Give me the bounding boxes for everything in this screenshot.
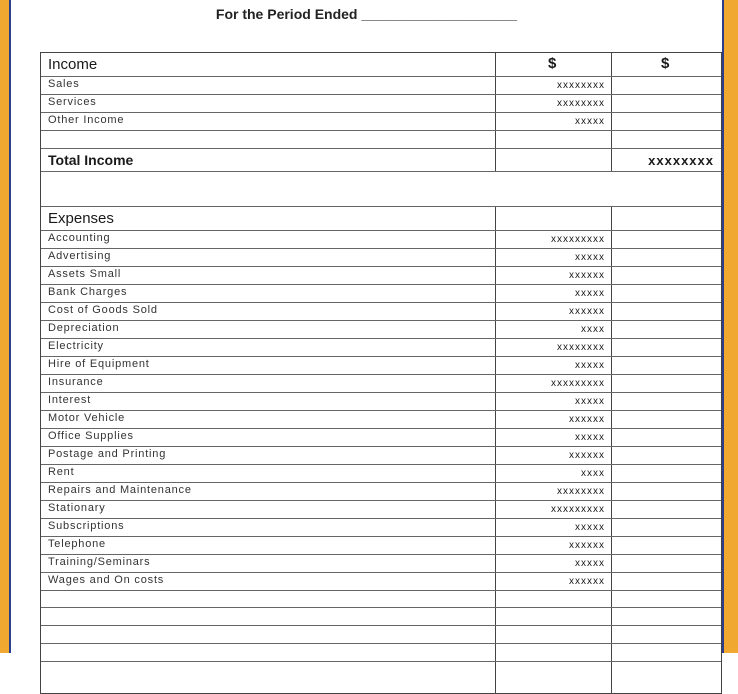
expense-item-label: Insurance — [48, 376, 104, 388]
page-border-left — [0, 0, 9, 653]
total-income-label: Total Income — [48, 152, 134, 168]
income-spacer-row — [41, 130, 721, 149]
statement-page — [11, 0, 722, 653]
total-income-row — [41, 149, 721, 172]
expense-item-row — [41, 555, 721, 573]
expense-item-row — [41, 231, 721, 249]
expense-item-amount: xxxxxx — [569, 576, 605, 587]
expense-item-label: Rent — [48, 466, 75, 478]
expense-item-row — [41, 393, 721, 411]
expense-item-row — [41, 483, 721, 501]
expense-item-row — [41, 537, 721, 555]
expense-item-label: Subscriptions — [48, 520, 125, 532]
income-item-amount: xxxxxxxx — [557, 80, 605, 91]
expense-item-label: Cost of Goods Sold — [48, 304, 158, 316]
expense-item-row — [41, 339, 721, 357]
expense-item-row — [41, 447, 721, 465]
expense-item-row — [41, 249, 721, 267]
expense-item-label: Telephone — [48, 538, 106, 550]
expense-item-label: Office Supplies — [48, 430, 134, 442]
expense-item-row — [41, 267, 721, 285]
income-item-row — [41, 77, 721, 95]
expense-item-row — [41, 429, 721, 447]
expenses-header-row — [41, 207, 721, 231]
expense-item-amount: xxxxxxxxx — [551, 378, 605, 389]
income-item-amount: xxxxx — [575, 116, 605, 127]
total-column-symbol: $ — [661, 55, 670, 72]
expense-item-amount: xxxxxx — [569, 270, 605, 281]
expenses-heading: Expenses — [48, 210, 114, 227]
expense-item-amount: xxxxxxxxx — [551, 504, 605, 515]
expense-item-label: Electricity — [48, 340, 104, 352]
expense-item-amount: xxxxxxxxx — [551, 234, 605, 245]
expense-item-amount: xxxxxx — [569, 450, 605, 461]
total-income-value: xxxxxxxx — [648, 153, 714, 168]
income-header-row — [41, 53, 721, 77]
expense-item-label: Depreciation — [48, 322, 120, 334]
expense-item-label: Repairs and Maintenance — [48, 484, 192, 496]
expense-item-row — [41, 321, 721, 339]
expense-item-label: Stationary — [48, 502, 106, 514]
expense-item-amount: xxxxx — [575, 558, 605, 569]
income-item-amount: xxxxxxxx — [557, 98, 605, 109]
expense-item-amount: xxxxxxxx — [557, 486, 605, 497]
blank-row — [41, 644, 721, 662]
expense-item-row — [41, 375, 721, 393]
blank-row — [41, 626, 721, 644]
income-item-label: Other Income — [48, 114, 125, 126]
amount-column-symbol: $ — [548, 55, 557, 72]
expense-item-amount: xxxxx — [575, 522, 605, 533]
page-border-right — [724, 0, 738, 653]
expense-item-label: Motor Vehicle — [48, 412, 126, 424]
income-item-row — [41, 95, 721, 113]
expense-item-amount: xxxxxx — [569, 540, 605, 551]
expense-item-row — [41, 285, 721, 303]
expense-item-row — [41, 573, 721, 591]
expense-item-amount: xxxxx — [575, 360, 605, 371]
expense-item-label: Advertising — [48, 250, 112, 262]
page-border-right-line — [722, 0, 724, 653]
expense-item-amount: xxxxx — [575, 252, 605, 263]
expense-item-amount: xxxxx — [575, 432, 605, 443]
income-item-label: Services — [48, 96, 97, 108]
expense-item-label: Accounting — [48, 232, 111, 244]
expense-item-row — [41, 303, 721, 321]
blank-row — [41, 608, 721, 626]
expense-item-label: Hire of Equipment — [48, 358, 150, 370]
section-spacer-row — [41, 172, 721, 207]
expense-item-row — [41, 501, 721, 519]
expense-item-amount: xxxx — [581, 468, 605, 479]
period-ended-label: For the Period Ended ____________________ — [215, 6, 518, 22]
income-statement-table — [40, 52, 722, 694]
income-heading: Income — [48, 56, 98, 73]
expense-item-amount: xxxx — [581, 324, 605, 335]
expense-item-row — [41, 357, 721, 375]
expense-item-label: Postage and Printing — [48, 448, 167, 460]
income-item-row — [41, 113, 721, 131]
expense-item-row — [41, 465, 721, 483]
expense-item-label: Wages and On costs — [48, 574, 165, 586]
expense-item-amount: xxxxx — [575, 288, 605, 299]
expense-item-row — [41, 411, 721, 429]
blank-row — [41, 590, 721, 608]
expense-item-amount: xxxxxxxx — [557, 342, 605, 353]
expense-item-label: Bank Charges — [48, 286, 128, 298]
expense-item-label: Training/Seminars — [48, 556, 151, 568]
expense-item-amount: xxxxxx — [569, 306, 605, 317]
expense-item-amount: xxxxx — [575, 396, 605, 407]
expense-item-amount: xxxxxx — [569, 414, 605, 425]
expense-item-row — [41, 519, 721, 537]
expense-item-label: Interest — [48, 394, 92, 406]
expense-item-label: Assets Small — [48, 268, 122, 280]
income-item-label: Sales — [48, 78, 80, 90]
